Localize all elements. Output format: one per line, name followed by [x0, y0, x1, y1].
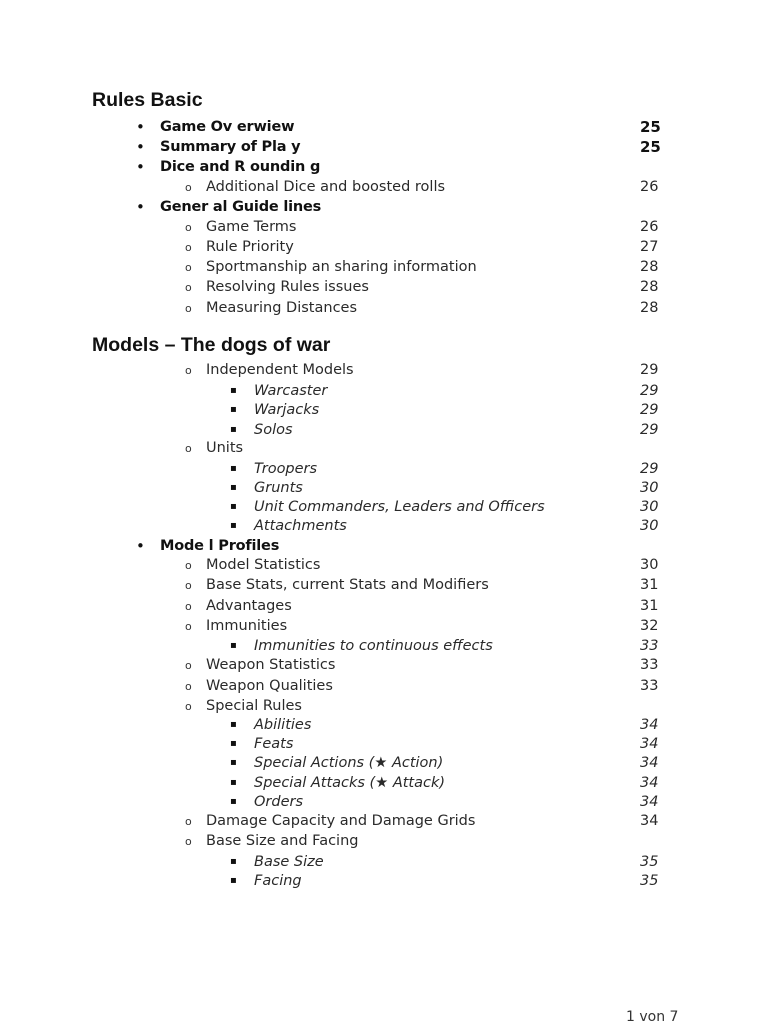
toc-page-number: 32 — [640, 618, 659, 634]
toc-page-number: 29 — [640, 461, 659, 477]
toc-entry-title: Feats — [254, 736, 294, 752]
toc-page-number: 30 — [640, 557, 659, 573]
toc-page-number: 34 — [640, 736, 659, 752]
toc-page-number: 34 — [640, 794, 659, 810]
toc-entry-title: Base Size and Facing — [206, 833, 359, 849]
circle-bullet-marker: o — [185, 221, 192, 234]
toc-entry-title: Grunts — [254, 480, 303, 496]
circle-bullet-marker: o — [185, 659, 192, 672]
toc-page-number: 34 — [640, 755, 659, 771]
square-bullet-marker: ▪ — [230, 482, 237, 493]
toc-page-number: 30 — [640, 499, 659, 515]
toc-entry-title: Model Statistics — [206, 557, 321, 573]
toc-entry-title: Solos — [254, 422, 293, 438]
toc-page-number: 31 — [640, 577, 659, 593]
circle-bullet-marker: o — [185, 281, 192, 294]
toc-page-number: 25 — [640, 118, 661, 136]
toc-entry-title: Warcaster — [254, 383, 328, 399]
toc-page-number: 25 — [640, 138, 661, 156]
toc-entry-title: Base Stats, current Stats and Modifiers — [206, 577, 489, 593]
toc-entry-title: Damage Capacity and Damage Grids — [206, 813, 476, 829]
square-bullet-marker: ▪ — [230, 757, 237, 768]
toc-entry-title: Rule Priority — [206, 239, 294, 255]
circle-bullet-marker: o — [185, 181, 192, 194]
toc-page-number: 29 — [640, 402, 659, 418]
section-heading: Models – The dogs of war — [92, 334, 331, 356]
square-bullet-marker: ▪ — [230, 385, 237, 396]
toc-entry-title: Dice and R oundin g — [160, 159, 321, 175]
toc-page-number: 28 — [640, 279, 659, 295]
toc-page-number: 29 — [640, 362, 659, 378]
toc-entry-title: Independent Models — [206, 362, 354, 378]
toc-entry-title: Unit Commanders, Leaders and Officers — [254, 499, 545, 515]
square-bullet-marker: ▪ — [230, 424, 237, 435]
circle-bullet-marker: o — [185, 680, 192, 693]
circle-bullet-marker: o — [185, 815, 192, 828]
toc-entry-title: Weapon Qualities — [206, 678, 333, 694]
toc-entry-title: Special Actions (★ Action) — [254, 755, 444, 771]
toc-entry-title: Immunities to continuous effects — [254, 638, 493, 654]
circle-bullet-marker: o — [185, 241, 192, 254]
section-heading: Rules Basic — [92, 89, 203, 111]
bullet-marker: • — [136, 118, 145, 136]
toc-entry-title: Game Terms — [206, 219, 297, 235]
toc-page-number: 29 — [640, 422, 659, 438]
toc-entry-title: Additional Dice and boosted rolls — [206, 179, 446, 195]
bullet-marker: • — [136, 138, 145, 156]
square-bullet-marker: ▪ — [230, 856, 237, 867]
toc-page-number: 35 — [640, 854, 659, 870]
toc-page-number: 34 — [640, 813, 659, 829]
toc-page-number: 34 — [640, 717, 659, 733]
square-bullet-marker: ▪ — [230, 501, 237, 512]
toc-page-number: 30 — [640, 480, 659, 496]
square-bullet-marker: ▪ — [230, 640, 237, 651]
bullet-marker: • — [136, 158, 145, 176]
toc-entry-title: Orders — [254, 794, 304, 810]
toc-page-number: 30 — [640, 518, 659, 534]
square-bullet-marker: ▪ — [230, 520, 237, 531]
circle-bullet-marker: o — [185, 600, 192, 613]
toc-page-number: 28 — [640, 259, 659, 275]
toc-page-number: 28 — [640, 300, 659, 316]
toc-entry-title: Base Size — [254, 854, 324, 870]
circle-bullet-marker: o — [185, 261, 192, 274]
toc-entry-title: Mode l Profiles — [160, 538, 280, 554]
toc-entry-title: Resolving Rules issues — [206, 279, 369, 295]
circle-bullet-marker: o — [185, 620, 192, 633]
toc-entry-title: Game Ov erwiew — [160, 119, 295, 135]
toc-entry-title: Gener al Guide lines — [160, 199, 322, 215]
square-bullet-marker: ▪ — [230, 404, 237, 415]
square-bullet-marker: ▪ — [230, 463, 237, 474]
toc-entry-title: Attachments — [254, 518, 347, 534]
toc-entry-title: Troopers — [254, 461, 318, 477]
toc-entry-title: Special Rules — [206, 698, 302, 714]
circle-bullet-marker: o — [185, 364, 192, 377]
circle-bullet-marker: o — [185, 442, 192, 455]
toc-entry-title: Summary of Pla y — [160, 139, 301, 155]
circle-bullet-marker: o — [185, 579, 192, 592]
square-bullet-marker: ▪ — [230, 738, 237, 749]
toc-entry-title: Sportmanship an sharing information — [206, 259, 477, 275]
toc-entry-title: Warjacks — [254, 402, 320, 418]
toc-entry-title: Immunities — [206, 618, 288, 634]
square-bullet-marker: ▪ — [230, 719, 237, 730]
toc-entry-title: Measuring Distances — [206, 300, 358, 316]
bullet-marker: • — [136, 537, 145, 555]
page-indicator: 1 von 7 — [626, 1009, 679, 1025]
toc-page-number: 33 — [640, 678, 659, 694]
circle-bullet-marker: o — [185, 302, 192, 315]
toc-entry-title: Abilities — [254, 717, 312, 733]
toc-page-number: 33 — [640, 657, 659, 673]
toc-page-number: 26 — [640, 219, 659, 235]
circle-bullet-marker: o — [185, 835, 192, 848]
circle-bullet-marker: o — [185, 559, 192, 572]
square-bullet-marker: ▪ — [230, 777, 237, 788]
toc-entry-title: Units — [206, 440, 244, 456]
square-bullet-marker: ▪ — [230, 875, 237, 886]
toc-page-number: 33 — [640, 638, 659, 654]
toc-page-number: 31 — [640, 598, 659, 614]
toc-entry-title: Advantages — [206, 598, 292, 614]
toc-entry-title: Facing — [254, 873, 302, 889]
toc-page-number: 35 — [640, 873, 659, 889]
square-bullet-marker: ▪ — [230, 796, 237, 807]
toc-page-number: 29 — [640, 383, 659, 399]
toc-entry-title: Weapon Statistics — [206, 657, 336, 673]
toc-entry-title: Special Attacks (★ Attack) — [254, 775, 446, 791]
circle-bullet-marker: o — [185, 700, 192, 713]
toc-page-number: 26 — [640, 179, 659, 195]
bullet-marker: • — [136, 198, 145, 216]
toc-page-number: 27 — [640, 239, 659, 255]
toc-page-number: 34 — [640, 775, 659, 791]
